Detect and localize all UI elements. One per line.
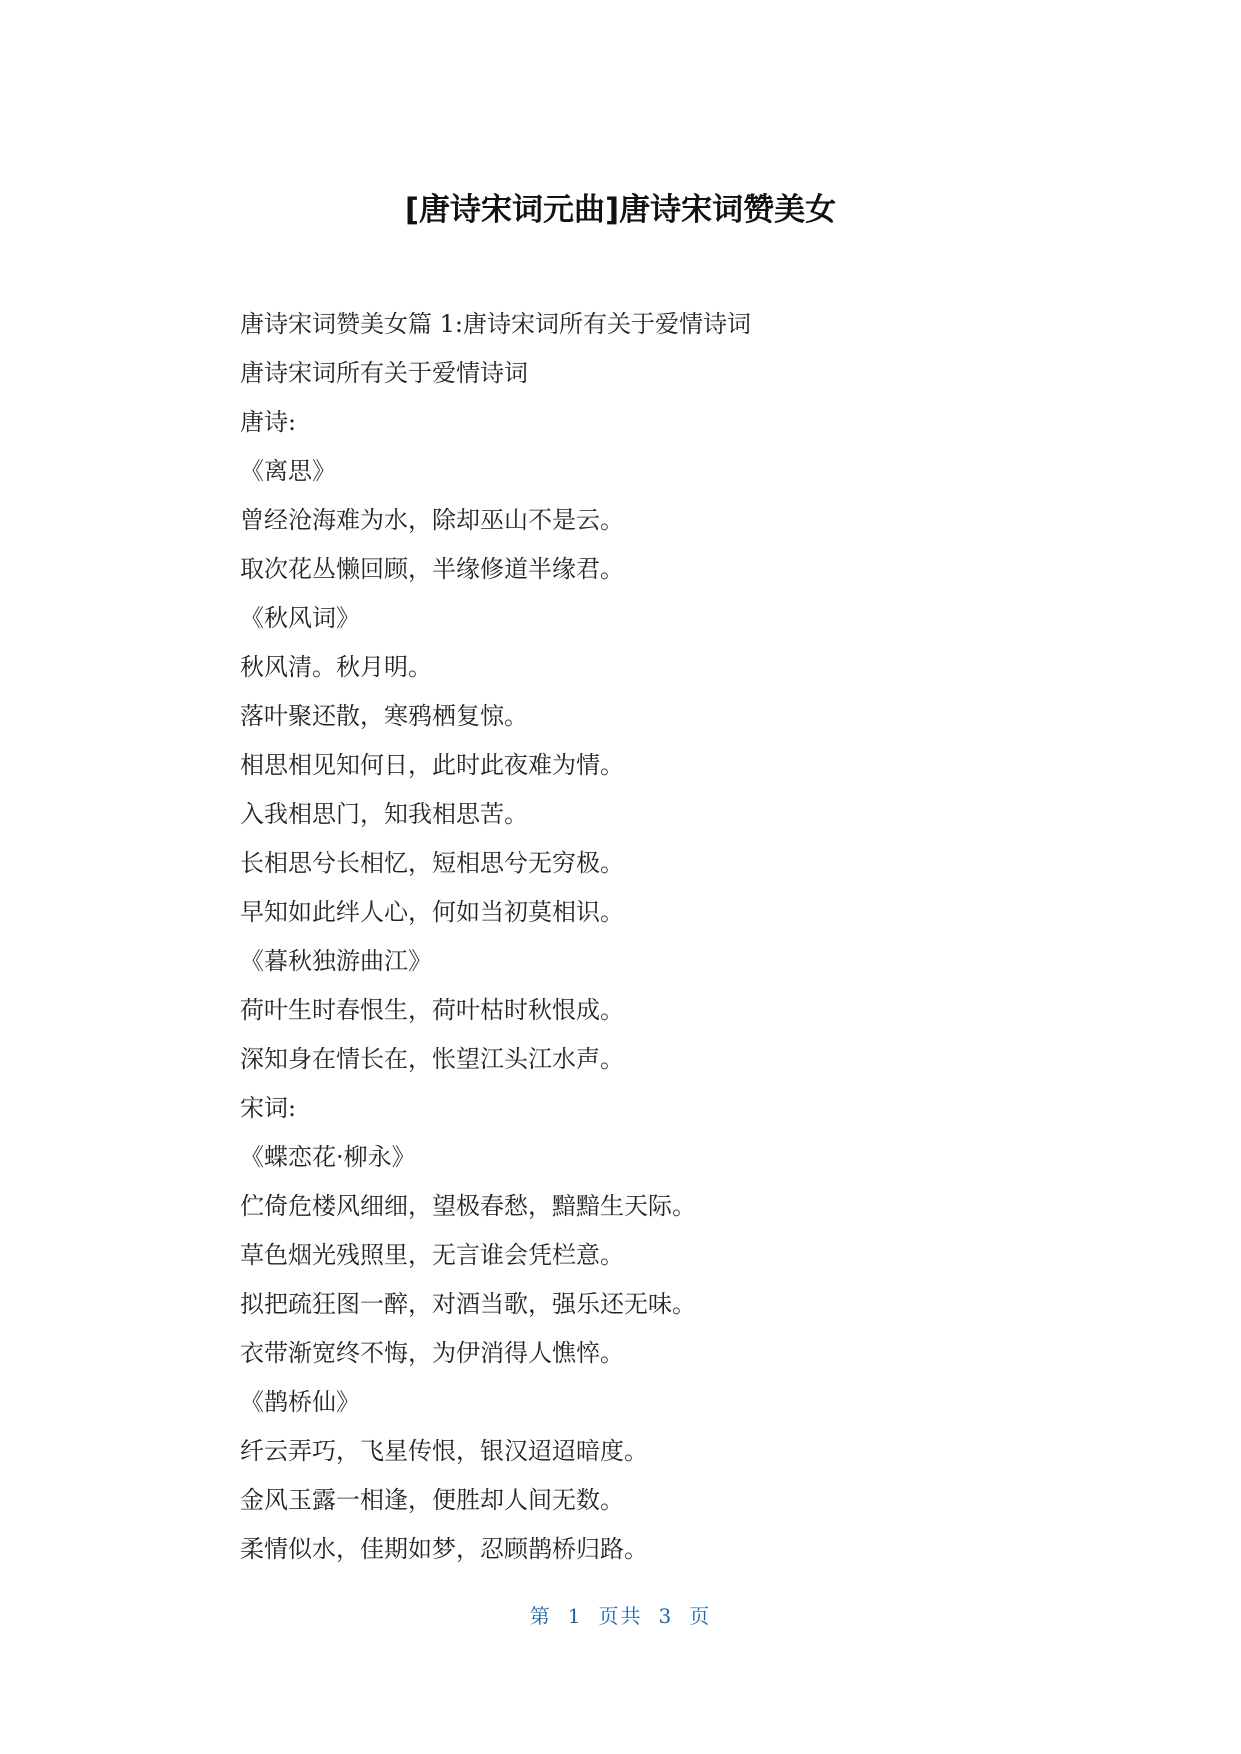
poem-line: 衣带渐宽终不悔，为伊消得人憔悴。 <box>240 1339 624 1367</box>
poem-line: 深知身在情长在，怅望江头江水声。 <box>240 1045 624 1073</box>
poem-line: 秋风清。秋月明。 <box>240 653 432 681</box>
poem-line: 相思相见知何日，此时此夜难为情。 <box>240 751 624 779</box>
poem-title: 《蝶恋花·柳永》 <box>240 1143 416 1171</box>
poem-line: 落叶聚还散，寒鸦栖复惊。 <box>240 702 528 730</box>
page-footer <box>0 1602 1241 1630</box>
poem-line: 长相思兮长相忆，短相思兮无穷极。 <box>240 849 624 877</box>
poem-title: 《暮秋独游曲江》 <box>240 947 432 975</box>
poem-line: 纤云弄巧，飞星传恨，银汉迢迢暗度。 <box>240 1437 648 1465</box>
poem-line: 曾经沧海难为水，除却巫山不是云。 <box>240 506 624 534</box>
footer-suffix: 页 <box>689 1604 712 1628</box>
footer-middle: 页共 <box>598 1604 643 1628</box>
poem-line: 取次花丛懒回顾，半缘修道半缘君。 <box>240 555 624 583</box>
poem-line: 金风玉露一相逢，便胜却人间无数。 <box>240 1486 624 1514</box>
poem-line: 早知如此绊人心，何如当初莫相识。 <box>240 898 624 926</box>
poem-line: 伫倚危楼风细细，望极春愁，黯黯生天际。 <box>240 1192 696 1220</box>
document-body <box>240 300 1060 1574</box>
poem-title: 《离思》 <box>240 457 336 485</box>
poem-title: 《鹊桥仙》 <box>240 1388 360 1416</box>
poem-title: 《秋风词》 <box>240 604 360 632</box>
document-title: [唐诗宋词元曲]唐诗宋词赞美女 <box>404 192 837 228</box>
current-page-number: 1 <box>567 1604 583 1628</box>
poem-line: 草色烟光残照里，无言谁会凭栏意。 <box>240 1241 624 1269</box>
section-heading: 宋词: <box>240 1094 297 1122</box>
poem-line: 荷叶生时春恨生，荷叶枯时秋恨成。 <box>240 996 624 1024</box>
poem-line: 拟把疏狂图一醉，对酒当歌，强乐还无味。 <box>240 1290 696 1318</box>
text-line: 唐诗宋词所有关于爱情诗词 <box>240 359 528 387</box>
section-heading: 唐诗: <box>240 408 297 436</box>
poem-line: 柔情似水，佳期如梦，忍顾鹊桥归路。 <box>240 1535 648 1563</box>
footer-prefix: 第 <box>529 1604 552 1628</box>
text-line: 唐诗宋词赞美女篇 1:唐诗宋词所有关于爱情诗词 <box>240 310 751 338</box>
total-pages-number: 3 <box>658 1604 674 1628</box>
poem-line: 入我相思门，知我相思苦。 <box>240 800 528 828</box>
